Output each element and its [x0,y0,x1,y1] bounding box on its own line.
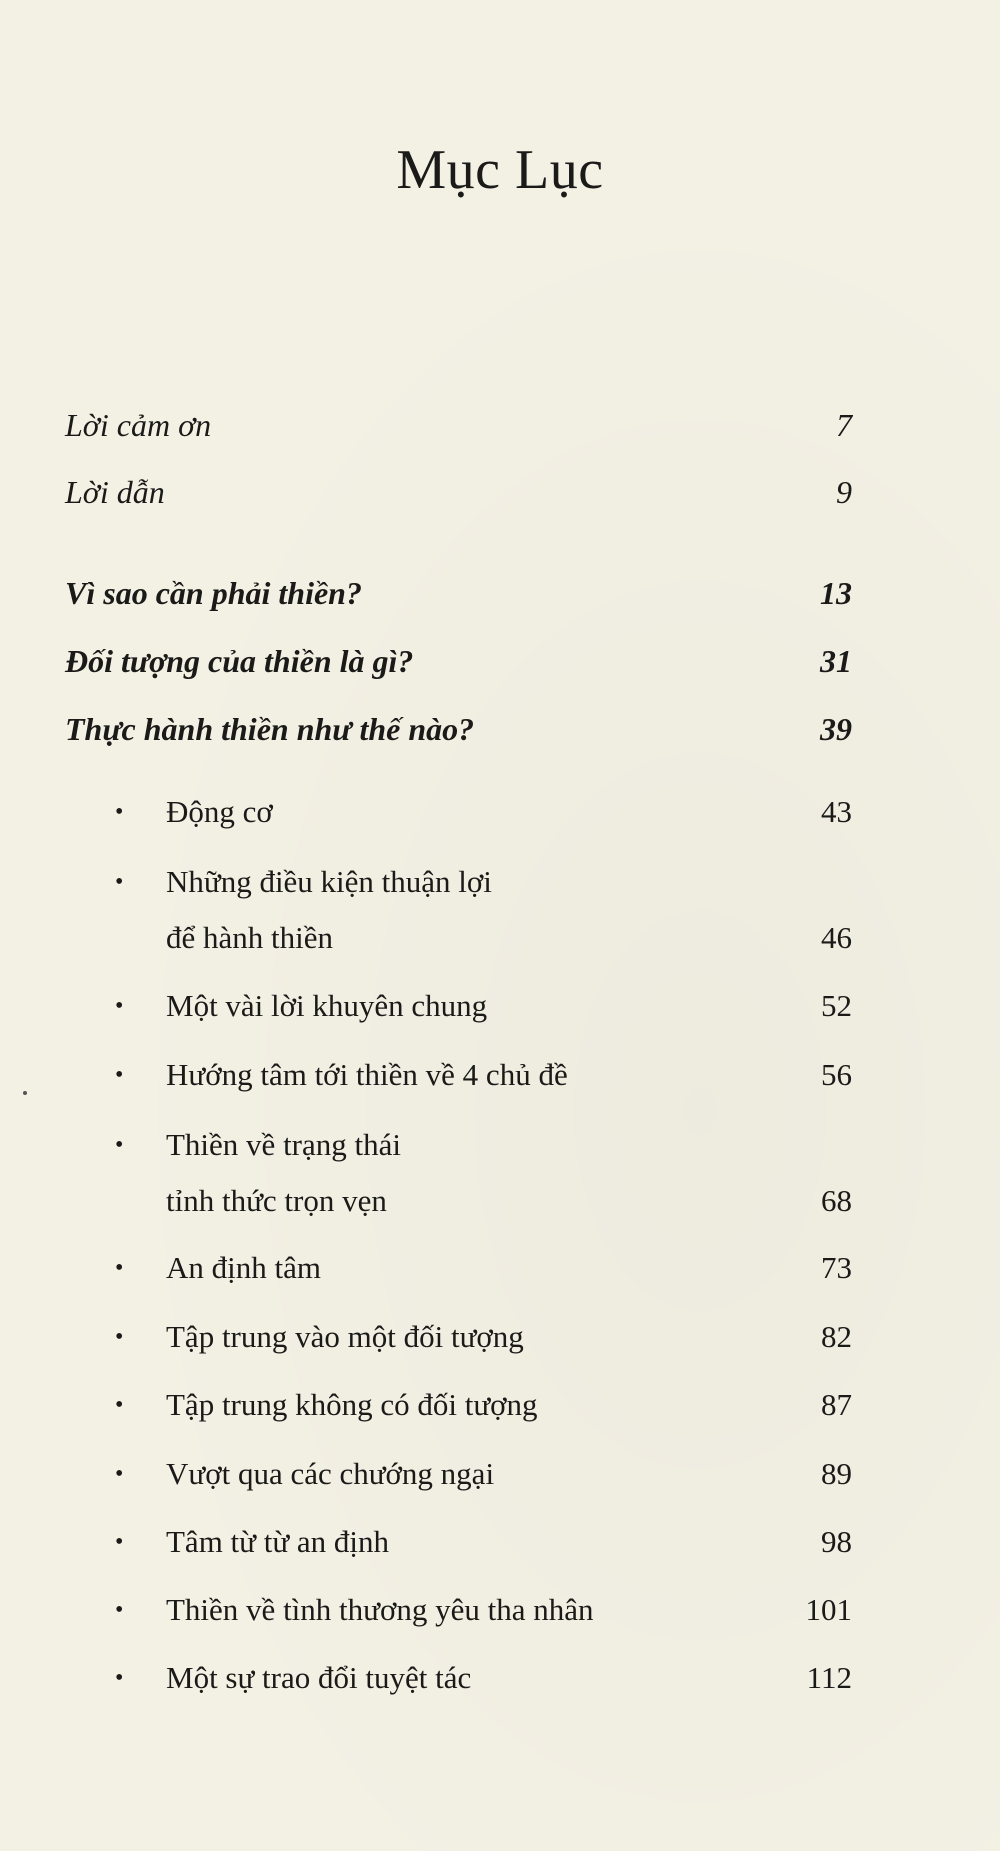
toc-entry-label: Động cơ [166,794,273,829]
toc-entry-label: Hướng tâm tới thiền về 4 chủ đề [166,1057,568,1092]
toc-page-number: 9 [836,474,852,510]
toc-page-number: 31 [820,643,852,679]
toc-page-number: 43 [821,794,852,829]
toc-page-number: 87 [821,1387,852,1422]
bullet-icon: • [115,1597,124,1623]
toc-section [115,1514,852,1570]
toc-section [115,854,852,966]
bullet-icon: • [115,1324,124,1350]
toc-section [115,1240,852,1296]
toc-section [115,1047,852,1103]
toc-section [115,1309,852,1365]
bullet-icon: • [115,1529,124,1555]
toc-entry-label: Một sự trao đổi tuyệt tác [166,1660,472,1695]
page-title: Mục Lục [396,139,604,201]
bullet-icon: • [115,1255,124,1281]
bullet-icon: • [115,1461,124,1487]
toc-page-number: 46 [821,920,852,955]
toc-chapter-object-of-meditation [65,632,852,690]
toc-page-number: 68 [821,1183,852,1218]
bullet-icon: • [115,1665,124,1691]
toc-page-number: 98 [821,1524,852,1559]
toc-section [115,784,852,840]
toc-page-number: 56 [821,1057,852,1092]
toc-entry-label: Vượt qua các chướng ngại [166,1456,495,1491]
toc-page-number: 73 [821,1250,852,1285]
toc-entry-label: Thực hành thiền như thế nào? [65,711,475,747]
toc-section [115,1582,852,1638]
toc-entry-label: Lời cảm ơn [65,407,212,443]
ink-speck [23,1091,27,1095]
toc-entry-label: Đối tượng của thiền là gì? [65,643,414,679]
bullet-icon: • [115,1392,124,1418]
toc-section [115,1377,852,1433]
toc-entry-label: Thiền về tình thương yêu tha nhân [166,1592,594,1627]
toc-chapter-why-meditate [65,564,852,622]
toc-page-number: 39 [820,711,852,747]
toc-page-number: 82 [821,1319,852,1354]
toc-entry-introduction [65,463,852,521]
toc-page-number: 7 [836,407,852,443]
toc-page-number: 52 [821,988,852,1023]
bullet-icon: • [115,1062,124,1088]
toc-chapter-how-to-practice [65,700,852,758]
toc-page-number: 13 [820,575,852,611]
toc-entry-label: Tập trung không có đối tượng [166,1387,538,1422]
toc-entry-label: Vì sao cần phải thiền? [65,575,362,611]
toc-entry-label: Những điều kiện thuận lợi để hành thiền [166,864,492,955]
toc-section [115,978,852,1034]
toc-entry-label: An định tâm [166,1250,321,1285]
toc-entry-label: Một vài lời khuyên chung [166,988,488,1023]
bullet-icon: • [115,993,124,1019]
toc-section [115,1650,852,1706]
toc-section [115,1446,852,1502]
toc-page-number: 101 [805,1592,852,1627]
bullet-icon: • [115,869,124,895]
toc-entry-label: Tâm từ từ an định [166,1524,390,1559]
toc-page-number: 112 [806,1660,852,1695]
toc-entry-label: Tập trung vào một đối tượng [166,1319,524,1354]
toc-page-number: 89 [821,1456,852,1491]
toc-entry-acknowledgements [65,396,852,454]
toc-entry-label: Lời dẫn [65,474,165,510]
toc-section [115,1117,852,1229]
bullet-icon: • [115,1132,124,1158]
toc-entry-label: Thiền về trạng thái tỉnh thức trọn vẹn [166,1127,401,1218]
bullet-icon: • [115,799,124,825]
